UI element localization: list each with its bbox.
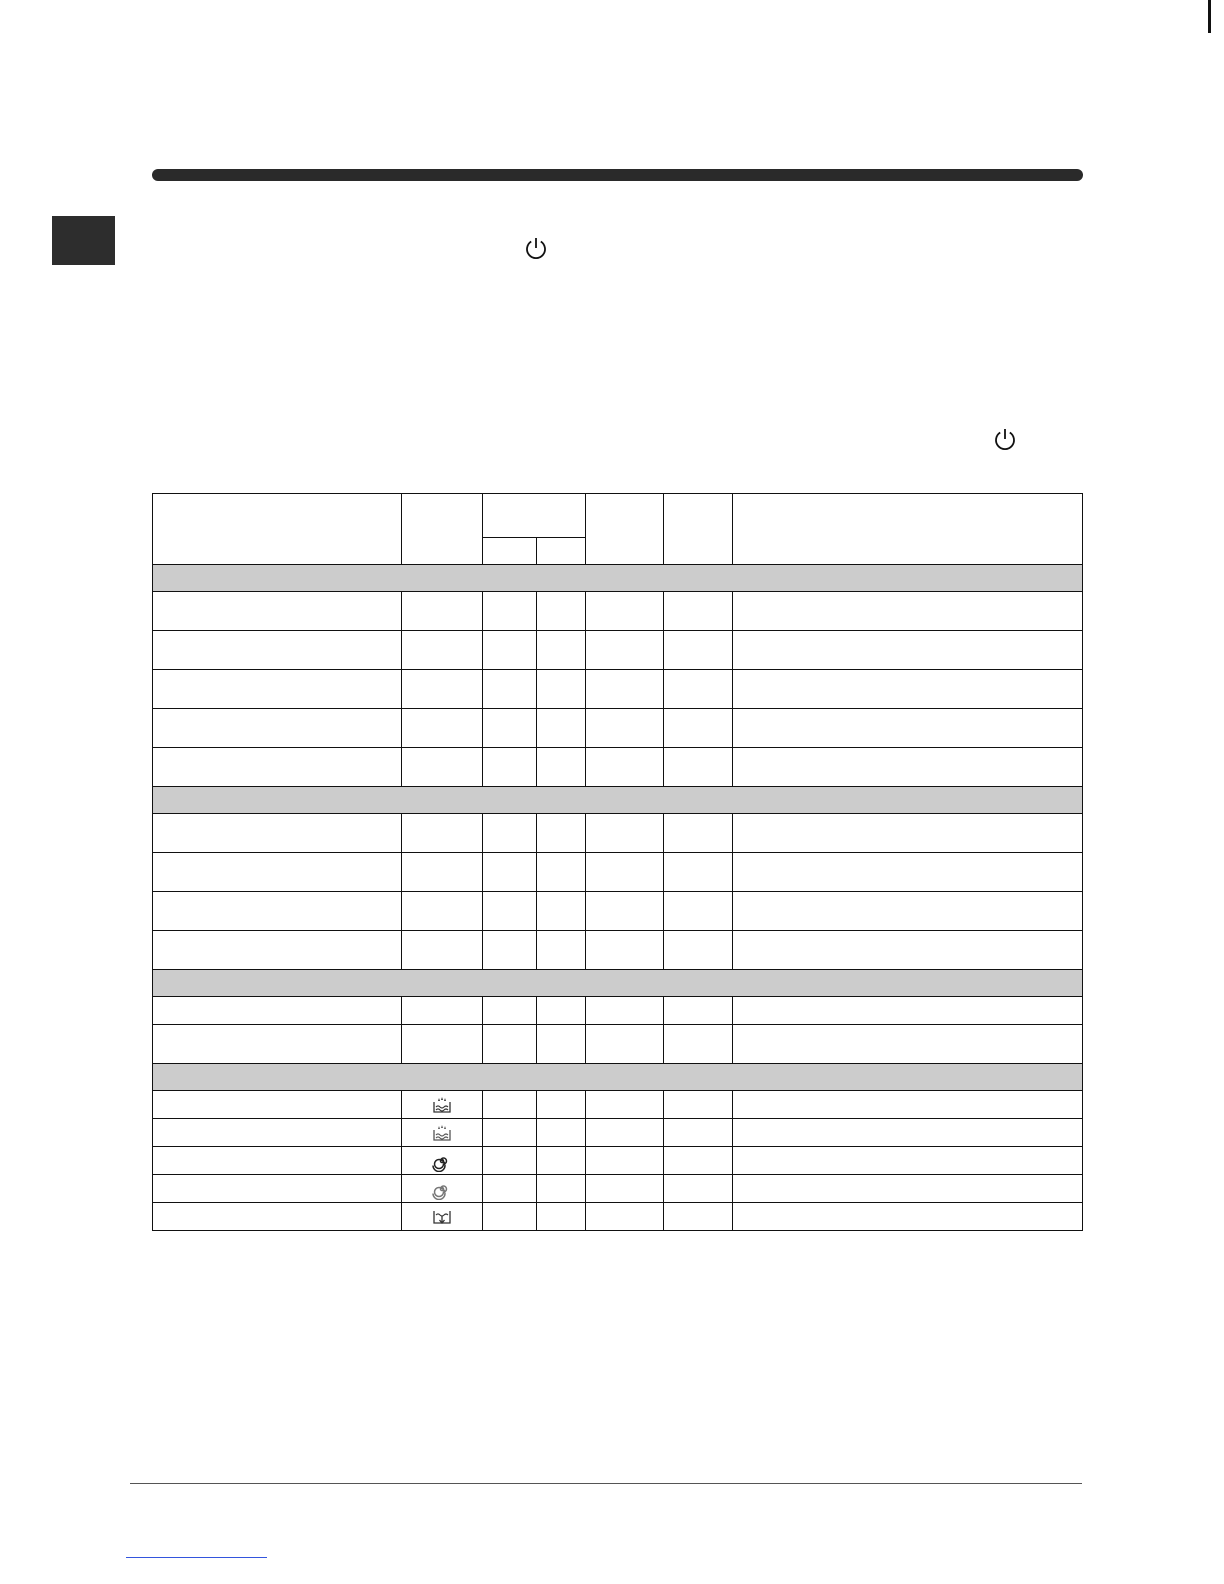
table-row	[153, 997, 1083, 1025]
header-cell	[586, 494, 664, 565]
table-row	[153, 814, 1083, 853]
category-row	[153, 565, 1083, 592]
table-row	[153, 592, 1083, 631]
table-row	[153, 1147, 1083, 1175]
table-row	[153, 931, 1083, 970]
table-row	[153, 748, 1083, 787]
rinse-icon	[402, 1119, 483, 1147]
table-row	[153, 1175, 1083, 1203]
table-row	[153, 1025, 1083, 1064]
header-cell	[664, 494, 733, 565]
top-right-mark	[1208, 0, 1211, 33]
rinse-icon	[402, 1091, 483, 1119]
drain-icon	[402, 1203, 483, 1231]
table-row	[153, 1091, 1083, 1119]
table-row	[153, 892, 1083, 931]
header-cell	[483, 538, 537, 565]
header-cell	[733, 494, 1083, 565]
category-row	[153, 1064, 1083, 1091]
table-row	[153, 709, 1083, 748]
table-row	[153, 631, 1083, 670]
table-header-row	[153, 494, 1083, 538]
programmes-table	[152, 493, 1083, 1231]
spin-icon	[402, 1147, 483, 1175]
category-row	[153, 787, 1083, 814]
header-cell	[153, 494, 402, 565]
footer-rule	[130, 1483, 1082, 1484]
footer-link-underline[interactable]	[126, 1557, 267, 1558]
power-icon	[523, 235, 549, 261]
table-row	[153, 1119, 1083, 1147]
spin-icon	[402, 1175, 483, 1203]
table-row	[153, 670, 1083, 709]
language-tab	[52, 216, 115, 265]
header-cell	[537, 538, 586, 565]
table-row	[153, 1203, 1083, 1231]
category-row	[153, 970, 1083, 997]
power-icon	[992, 426, 1018, 452]
header-bar	[152, 169, 1083, 181]
header-cell	[402, 494, 483, 565]
table-row	[153, 853, 1083, 892]
header-cell	[483, 494, 586, 538]
